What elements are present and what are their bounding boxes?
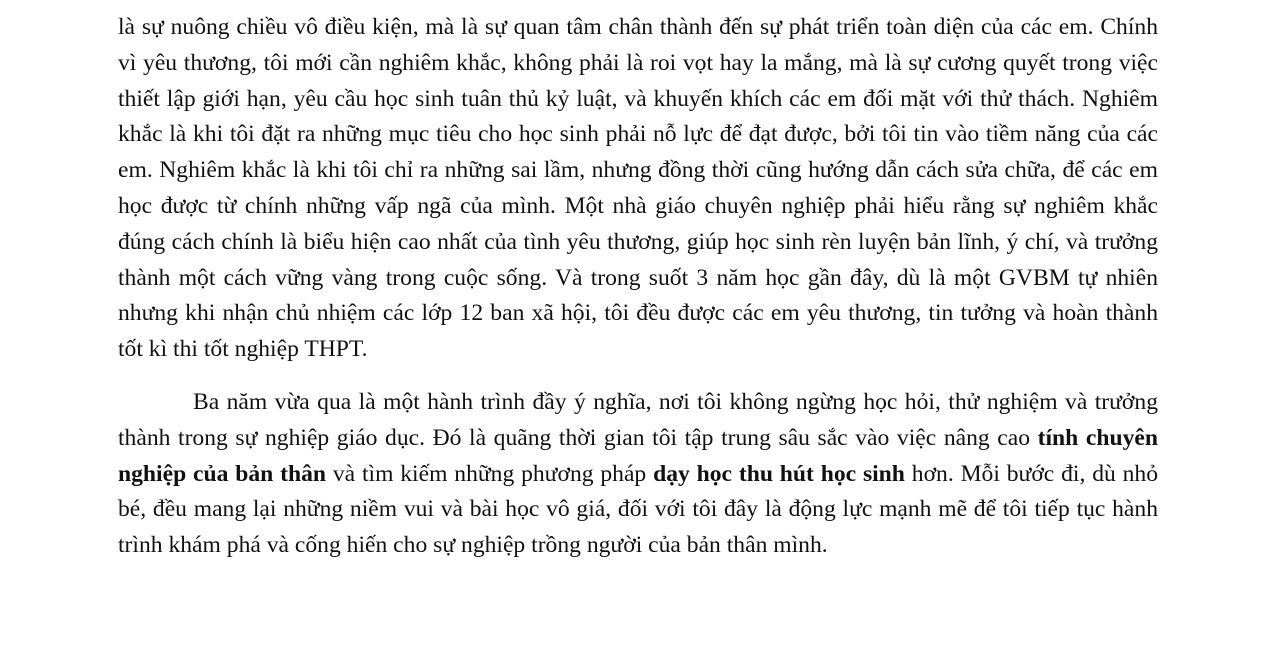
bold-phrase-professionalism: tính chuyên nghiệp của bản thân [118, 424, 1158, 487]
document-page [118, 10, 1158, 564]
paragraph-2 [118, 385, 1158, 564]
paragraph-2-text-2: và tìm kiếm những phương pháp [326, 460, 654, 487]
paragraph-1 [118, 10, 1158, 368]
paragraph-2-text-3: hơn. Mỗi bước đi, dù nhỏ bé, đều mang lại những niềm vui và bài học vô giá, đối với tôi đây là động lực mạnh mẽ để tôi tiếp tục hành trình khám phá và cống hiến cho sự nghiệp trồng người của bản thân mình. [118, 460, 1159, 559]
paragraph-1-text: là sự nuông chiều vô điều kiện, mà là sự quan tâm chân thành đến sự phát triển toàn diện của các em. Chính vì yêu thương, tôi mới cần nghiêm khắc, không phải là roi vọt hay la mắng, mà là sự cương quyết trong việc thiết lập giới hạn, yêu cầu học sinh tuân thủ kỷ luật, và khuyến khích các em đối mặt với thử thách. Nghiêm khắc là khi tôi đặt ra những mục tiêu cho học sinh phải nỗ lực để đạt được, bởi tôi tin vào tiềm năng của các em. Nghiêm khắc là khi tôi chỉ ra những sai lầm, nhưng đồng thời cũng hướng dẫn cách sửa chữa, để các em học được từ chính những vấp ngã của mình. Một nhà giáo chuyên nghiệp phải hiểu rằng sự nghiêm khắc đúng cách chính là biểu hiện cao nhất của tình yêu thương, giúp học sinh rèn luyện bản lĩnh, ý chí, và trưởng thành một cách vững vàng trong cuộc sống. Và trong suốt 3 năm học gần đây, dù là một GVBM tự nhiên nhưng khi nhận chủ nhiệm các lớp 12 ban xã hội, tôi đều được các em yêu thương, tin tưởng và hoàn thành tốt kì thi tốt nghiệp THPT. [118, 14, 1158, 363]
paragraph-2-text-1: Ba năm vừa qua là một hành trình đầy ý nghĩa, nơi tôi không ngừng học hỏi, thử nghiệm và trưởng thành trong sự nghiệp giáo dục. Đó là quãng thời gian tôi tập trung sâu sắc vào việc nâng cao [118, 388, 1158, 451]
bold-phrase-engaging-teaching: dạy học thu hút học sinh [653, 460, 905, 487]
